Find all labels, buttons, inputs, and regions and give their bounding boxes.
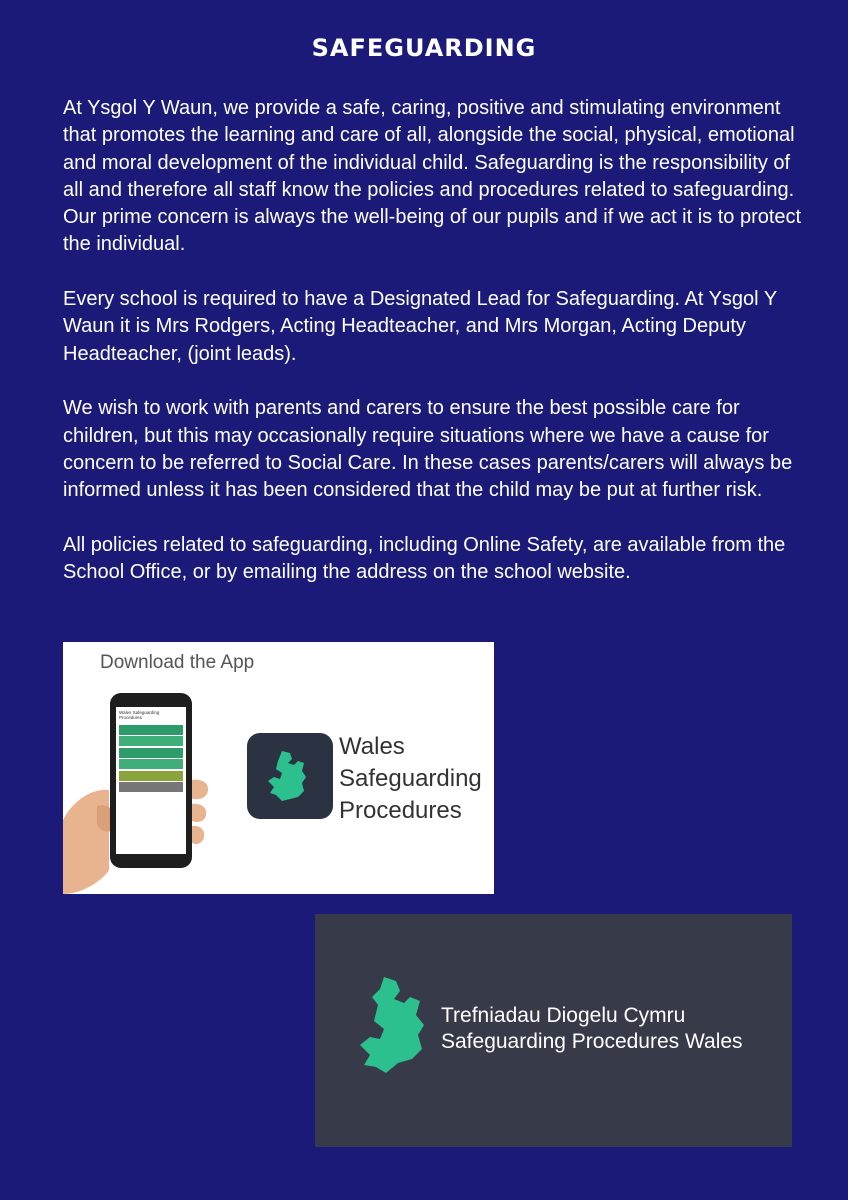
logo-text-english: Safeguarding Procedures Wales: [441, 1030, 743, 1053]
app-name-line: Wales: [339, 733, 405, 760]
body-text: [63, 95, 813, 586]
wales-map-icon: [264, 749, 316, 803]
paragraph-intro: At Ysgol Y Waun, we provide a safe, caring, positive and stimulating environment that promotes the learning and care of all, alongside the social, physical, emotional and moral development of the individual child. Safeguarding is the responsibility of all and therefore all staff know the policies and procedures related to safeguarding. Our prime concern is always the well-being of our pupils and if we act it is to protect the individual.: [63, 97, 802, 256]
paragraph-policies: All policies related to safeguarding, including Online Safety, are available from the School Office, or by emailing the address on the school website.: [63, 533, 786, 584]
safeguarding-procedures-wales-logo: [315, 914, 792, 1147]
paragraph-parents-carers: We wish to work with parents and carers to ensure the best possible care for children, but this may occasionally require situations where we have a cause for concern to be referred to Social Care. In these cases parents/carers will always be informed unless it has been considered that the child may be put at further risk.: [63, 397, 793, 502]
logo-text-welsh: Trefniadau Diogelu Cymru: [441, 1004, 686, 1027]
phone-menu-row: [119, 782, 183, 792]
phone-screen: [116, 707, 186, 854]
phone-menu-row: [119, 748, 183, 758]
phone-menu-row: [119, 725, 183, 735]
phone-menu-row: [119, 736, 183, 746]
phone-menu-row: [119, 759, 183, 769]
phone-illustration: [110, 693, 192, 868]
phone-screen-title: Wales Safeguarding Procedures: [119, 710, 160, 720]
app-name: [339, 731, 482, 827]
logo-text: [441, 1003, 743, 1055]
paragraph-designated-lead: Every school is required to have a Designated Lead for Safeguarding. At Ysgol Y Waun it is Mrs Rodgers, Acting Headteacher, and Mrs Morgan, Acting Deputy Headteacher, (joint leads).: [63, 288, 777, 365]
app-download-image: [63, 642, 494, 894]
download-app-heading: Download the App: [100, 652, 255, 673]
app-name-line: Safeguarding: [339, 765, 482, 792]
app-logo: [247, 733, 333, 819]
app-name-line: Procedures: [339, 797, 462, 824]
wales-map-icon: [356, 975, 436, 1083]
page-title: SAFEGUARDING: [311, 34, 537, 62]
phone-menu-row: [119, 771, 183, 781]
